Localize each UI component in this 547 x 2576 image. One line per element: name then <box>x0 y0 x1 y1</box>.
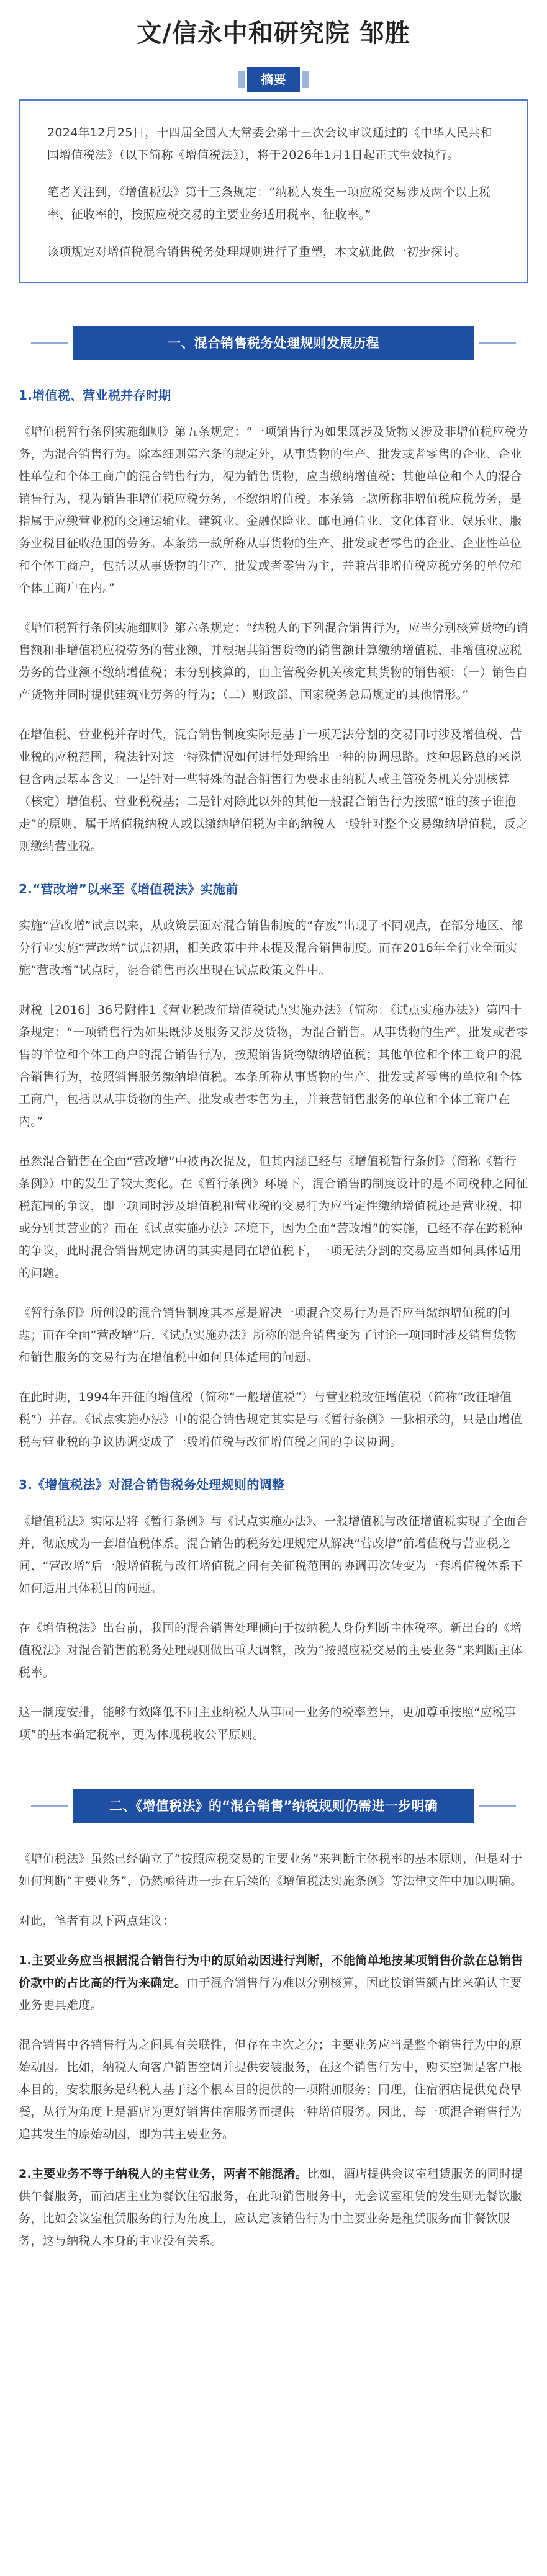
body-paragraph: 在《增值税法》出台前，我国的混合销售处理倾向于按纳税人身份判断主体税率。新出台的《增值税法》对混合销售的税务处理规则做出重大调整，改为“按照应税交易的主要业务”来判断主体税率。 <box>19 1621 523 1679</box>
section-banner-title: 二、《增值税法》的“混合销售”纳税规则仍需进一步明确 <box>73 1789 474 1823</box>
summary-badge-wrap <box>19 67 528 97</box>
banner-decoration <box>31 342 68 344</box>
subheading: 2.“营改增”以来至《增值税法》实施前 <box>19 882 238 897</box>
body-paragraph: 在此时期，1994年开征的增值税（简称“一般增值税”）与营业税改征增值税（简称“改征增值税”）并存。《试点实施办法》中的混合销售规定其实是与《暂行条例》一脉相承的，只是由增值税与营业税的争议协调变成了一般增值税与改征增值税之间的争议协调。 <box>19 1390 523 1449</box>
body-paragraph: 混合销售中各销售行为之间具有关联性，但存在主次之分；主要业务应当是整个销售行为中的原始动因。比如，纳税人向客户销售空调并提供安装服务，在这个销售行为中，购买空调是客户根本目的，安装服务是纳税人基于这个根本目的提供的一项附加服务；同理，住宿酒店提供免费早餐，从行为角度上是酒店为更好销售住宿服务而提供一种增值服务。因此，每一项混合销售行为追其发生的原始动因，即为其主要业务。 <box>19 2038 522 2141</box>
summary-badge: 摘要 <box>247 67 300 92</box>
section-banner-2 <box>19 1789 528 1823</box>
body-paragraph: 《增值税暂行条例实施细则》第六条规定：“纳税人的下列混合销售行为，应当分别核算货物的销售额和非增值税应税劳务的营业额，并根据其销售货物的销售额计算缴纳增值税，非增值税应税劳务的营业额不缴纳增值税；未分别核算的，由主管税务机关核定其货物的销售额：（一）销售自产货物并同时提供建筑业劳务的行为；（二）财政部、国家税务总局规定的其他情形。” <box>19 621 528 702</box>
body-paragraph: 对此，笔者有以下两点建议： <box>19 1914 174 1928</box>
body-paragraph: 《暂行条例》所创设的混合销售制度其本意是解决一项混合交易行为是否应当缴纳增值税的问题；而在全面“营改增”后，《试点实施办法》所称的混合销售变为了讨论一项同时涉及销售货物和销售服务的交易行为在增值税中如何具体适用的问题。 <box>19 1306 517 1364</box>
article-author-line: 文/信永中和研究院 邹胜 <box>137 19 410 48</box>
body-paragraph: 《增值税法》虽然已经确立了“按照应税交易的主要业务”来判断主体税率的基本原则，但是对于如何判断“主要业务”，仍然亟待进一步在后续的《增值税法实施条例》等法律文件中加以明确。 <box>19 1852 523 1888</box>
section-banner-title: 一、混合销售税务处理规则发展历程 <box>73 326 474 360</box>
body-paragraph: 在增值税、营业税并存时代，混合销售制度实际是基于一项无法分割的交易同时涉及增值税、营业税的应税范围，税法针对这一特殊情况如何进行处理给出一种的协调思路。这种思路总的来说包含两层基本含义：一是针对一些特殊的混合销售行为要求由纳税人或主管税务机关分别核算（核定）增值税、营业税税基；二是针对除此以外的其他一般混合销售行为按照“谁的孩子谁抱走”的原则，属于增值税纳税人或以缴纳增值税为主的纳税人一般针对整个交易缴纳增值税，反之则缴纳营业税。 <box>19 728 528 853</box>
section-banner-1 <box>19 326 528 360</box>
body-paragraph <box>19 2163 528 2252</box>
body-paragraph: 虽然混合销售在全面“营改增”中被再次提及，但其内涵已经与《增值税暂行条例》（简称《暂行条例》）中的发生了较大变化。在《暂行条例》环境下，混合销售的制度设计的是不同税种之间征税范围的争议，即一项同时涉及增值税和营业税的交易行为应当定性缴纳增值税还是营业税、抑或分别其营业的？而在《试点实施办法》环境下，因为全面“营改增”的实施，已经不存在跨税种的争议，此时混合销售规定协调的其实是同在增值税下，一项无法分割的交易应当如何具体适用的问题。 <box>19 1155 528 1280</box>
subheading: 3.《增值税法》对混合销售税务处理规则的调整 <box>19 1477 285 1492</box>
summary-paragraph: 2024年12月25日，十四届全国人大常委会第十三次会议审议通过的《中华人民共和国增值税法》（以下简称《增值税法》），将于2026年1月1日起正式生效执行。 <box>47 126 492 162</box>
section-2-body <box>19 1848 528 2252</box>
summary-paragraph: 笔者关注到，《增值税法》第十三条规定：“纳税人发生一项应税交易涉及两个以上税率、征收率的，按照应税交易的主要业务适用税率、征收率。” <box>47 186 491 221</box>
summary-paragraph: 该项规定对增值税混合销售税务处理规则进行了重塑，本文就此做一初步探讨。 <box>47 245 467 259</box>
summary-box <box>19 99 528 283</box>
banner-decoration <box>31 1805 68 1807</box>
section-1-body <box>19 385 528 1746</box>
body-paragraph: 财税［2016］36号附件1《营业税改征增值税试点实施办法》（简称：《试点实施办法》）第四十条规定：“一项销售行为如果既涉及服务又涉及货物，为混合销售。从事货物的生产、批发或者零售的单位和个体工商户的混合销售行为，按照销售货物缴纳增值税；其他单位和个体工商户的混合销售行为，按照销售服务缴纳增值税。本条所称从事货物的生产、批发或者零售的单位和个体工商户，包括以从事货物的生产、批发或者零售为主，并兼营销售服务的单位和个体工商户在内。” <box>19 1003 528 1129</box>
banner-decoration <box>479 342 516 344</box>
body-paragraph: 实施“营改增”试点以来，从政策层面对混合销售制度的“存废”出现了不同观点，在部分地区、部分行业实施“营改增”试点初期，相关政策中并未提及混合销售制度。而在2016年全行业全面实施“营改增”试点时，混合销售再次出现在试点政策文件中。 <box>19 919 523 977</box>
subheading: 1.增值税、营业税并存时期 <box>19 388 171 403</box>
body-paragraph: 《增值税法》实际是将《暂行条例》与《试点实施办法》、一般增值税与改征增值税实现了全面合并，彻底成为一套增值税体系。混合销售的税务处理规定从解决“营改增”前增值税与营业税之间、“营改增”后一般增值税与改征增值税之间有关征税范围的协调再次转变为一套增值税体系下如何适用具体税目的问题。 <box>19 1514 528 1595</box>
body-paragraph <box>19 1949 528 2016</box>
body-paragraph: 《增值税暂行条例实施细则》第五条规定：“一项销售行为如果既涉及货物又涉及非增值税应税劳务，为混合销售行为。除本细则第六条的规定外，从事货物的生产、批发或者零售的企业、企业性单位和个体工商户的混合销售行为，视为销售货物，应当缴纳增值税；其他单位和个人的混合销售行为，视为销售非增值税应税劳务，不缴纳增值税。本条第一款所称非增值税应税劳务，是指属于应缴营业税的交通运输业、建筑业、金融保险业、邮电通信业、文化体育业、娱乐业、服务业税目征收范围的劳务。本条第一款所称从事货物的生产、批发或者零售的企业、企业性单位和个体工商户，包括以从事货物的生产、批发或者零售为主，并兼营非增值税应税劳务的单位和个体工商户在内。” <box>19 425 528 595</box>
body-paragraph: 这一制度安排，能够有效降低不同主业纳税人从事同一业务的税率差异，更加尊重按照“应税事项”的基本确定税率，更为体现税收公平原则。 <box>19 1706 517 1742</box>
emphasis-text: 2.主要业务不等于纳税人的主营业务，两者不能混淆。 <box>19 2167 307 2181</box>
banner-decoration <box>479 1805 516 1807</box>
emphasis-text: 1.主要业务应当根据混合销售行为中的原始动因进行判断，不能简单地按某项销售价款在总销售价款中的占比高的行为来确定。 <box>19 1954 523 1990</box>
body-text: 由于混合销售行为难以分别核算，因此按销售额占比来确认主要业务更具难度。 <box>19 1976 522 2012</box>
body-text: 比如，酒店提供会议室租赁服务的同时提供午餐服务，而酒店主业为餐饮住宿服务，在此项销售服务中，无会议室租赁的发生则无餐饮服务，比如会议室租赁服务的行为角度上，应认定该销售行为中主要业务是租赁服务而非餐饮服务，这与纳税人本身的主业没有关系。 <box>19 2167 523 2248</box>
